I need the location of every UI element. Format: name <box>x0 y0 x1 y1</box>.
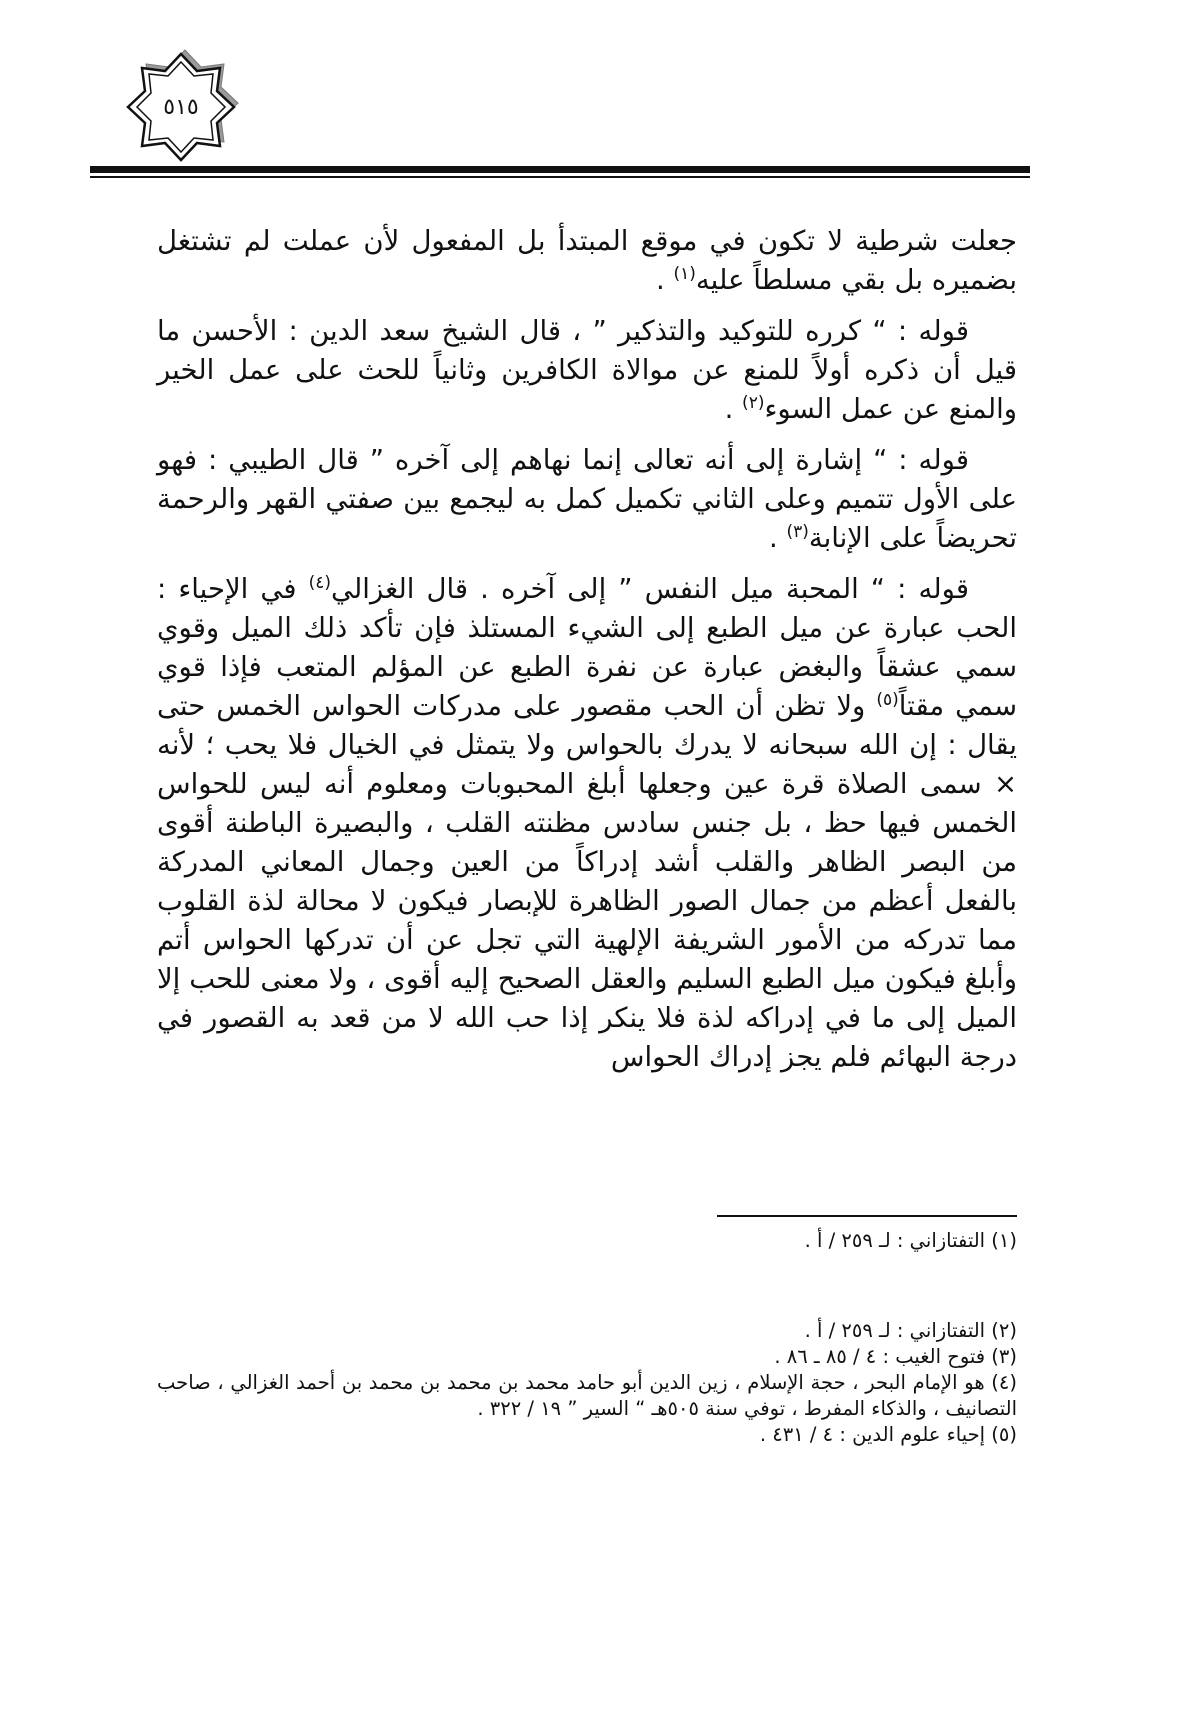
footnote-ref-4: (٤) <box>308 573 331 593</box>
page-number: ٥١٥ <box>163 94 199 120</box>
paragraph-4-text-b: في الإحياء : الحب عبارة عن ميل الطبع إلى الشيء المستلذ فإن تأكد ذلك الميل وقوي سمي عشقاً والبغض عبارة عن نفرة الطبع عن المؤلم المتعب فإذا قوي سمي مقتاً <box>157 573 1018 722</box>
footnote-ref-2: (٢) <box>742 393 765 413</box>
paragraph-2 <box>157 312 1017 429</box>
footnote-separator <box>717 1215 1017 1217</box>
footnote-ref-1: (١) <box>673 264 696 284</box>
footnote-5: (٥) إحياء علوم الدين : ٤ / ٤٣١ . <box>759 1423 1017 1446</box>
paragraph-3 <box>157 441 1017 558</box>
main-text <box>157 222 1017 1077</box>
footnote-1: (١) التفتازاني : لـ ٢٥٩ / أ . <box>804 1229 1017 1252</box>
paragraph-1 <box>157 222 1017 300</box>
paragraph-4-text-a: قوله : “ المحبة ميل النفس ” إلى آخره . قال الغزالي <box>331 573 969 605</box>
footnotes <box>157 1228 1017 1448</box>
footnote-ref-5: (٥) <box>876 690 899 710</box>
paragraph-3-text: قوله : “ إشارة إلى أنه تعالى إنما نهاهم إلى آخره ” قال الطيبي : فهو على الأول تتميم وعلى الثاني تكميل كمل به ليجمع بين صفتي القهر والرحمة تحريضاً على الإنابة <box>157 444 1017 554</box>
footnote-3: (٣) فتوح الغيب : ٤ / ٨٥ ـ ٨٦ . <box>774 1345 1017 1368</box>
header-rule-thin <box>90 176 1030 178</box>
paragraph-4 <box>157 570 1017 1077</box>
footnote-ref-3: (٣) <box>786 522 809 542</box>
header-rule-thick <box>90 166 1030 173</box>
footnote-4: (٤) هو الإمام البحر ، حجة الإسلام ، زين الدين أبو حامد محمد بن محمد بن محمد بن أحمد الغزالي ، صاحب التصانيف ، والذكاء المفرط ، توفي سنة ٥٠٥هـ “ السير ” ١٩ / ٣٢٢ . <box>157 1371 1017 1420</box>
paragraph-2-end: . <box>724 393 743 425</box>
paragraph-3-end: . <box>768 522 787 554</box>
paragraph-1-end: . <box>656 264 674 296</box>
paragraph-1-text: جعلت شرطية لا تكون في موقع المبتدأ بل المفعول لأن عملت لم تشتغل بضميره بل بقي مسلطاً عليه <box>157 225 1017 296</box>
paragraph-2-text: قوله : “ كرره للتوكيد والتذكير ” ، قال الشيخ سعد الدين : الأحسن ما قيل أن ذكره أولاً للمنع عن موالاة الكافرين وثانياً للحث على عمل الخير والمنع عن عمل السوء <box>157 315 1017 425</box>
footnote-2: (٢) التفتازاني : لـ ٢٥٩ / أ . <box>804 1319 1017 1342</box>
paragraph-4-text-c: ولا تظن أن الحب مقصور على مدركات الحواس الخمس حتى يقال : إن الله سبحانه لا يدرك بالحواس ولا يتمثل في الخيال فلا يحب ؛ لأنه × سمى الصلاة قرة عين وجعلها أبلغ المحبوبات ومعلوم أنه ليس للحواس الخمس فيها حظ ، بل جنس سادس مظنته القلب ، والبصيرة الباطنة أقوى من البصر الظاهر والقلب أشد إدراكاً من العين وجمال المعاني المدركة بالفعل أعظم من جمال الصور الظاهرة للإبصار فيكون لا محالة لذة القلوب مما تدركه من الأمور الشريفة الإلهية التي تجل عن أن تدركها الحواس أتم وأبلغ فيكون ميل الطبع السليم والعقل الصحيح إليه أقوى ، ولا معنى للحب إلا الميل إلى ما في إدراكه لذة فلا ينكر إذا حب الله لا من قعد به القصور في درجة البهائم فلم يجز إدراك الحواس <box>157 690 1017 1073</box>
